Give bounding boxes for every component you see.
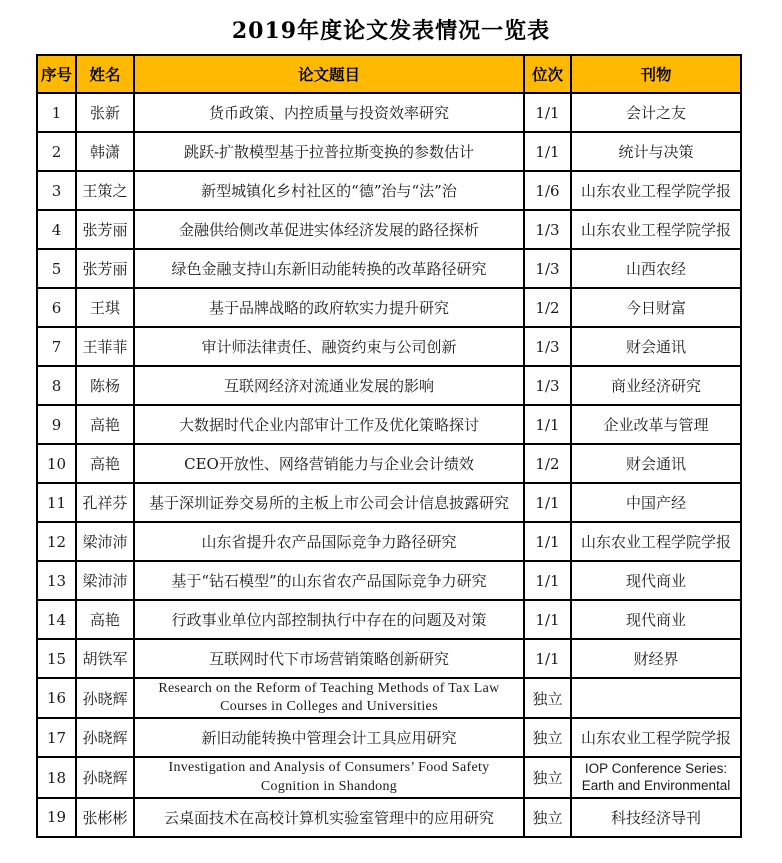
table-row [37, 678, 741, 718]
paper-title-cell: 基于深圳证券交易所的主板上市公司会计信息披露研究 [134, 483, 524, 522]
paper-title-cell: 行政事业单位内部控制执行中存在的问题及对策 [134, 600, 524, 639]
journal-cell: 财会通讯 [571, 444, 741, 483]
author-name-cell: 张彬彬 [76, 798, 134, 837]
row-number-cell: 16 [37, 678, 76, 718]
rank-cell: 1/2 [524, 288, 571, 327]
rank-cell: 独立 [524, 798, 571, 837]
table-row [37, 639, 741, 678]
table-row [37, 288, 741, 327]
row-number-cell: 6 [37, 288, 76, 327]
table-row [37, 522, 741, 561]
paper-title-cell: 基于品牌战略的政府软实力提升研究 [134, 288, 524, 327]
author-name-cell: 王菲菲 [76, 327, 134, 366]
paper-title-cell: 互联网经济对流通业发展的影响 [134, 366, 524, 405]
author-name-cell: 王策之 [76, 171, 134, 210]
author-name-cell: 张芳丽 [76, 249, 134, 288]
table-row [37, 405, 741, 444]
row-number-cell: 1 [37, 93, 76, 132]
journal-cell: IOP Conference Series: Earth and Environmental [571, 757, 741, 797]
rank-cell: 独立 [524, 757, 571, 797]
rank-cell: 1/1 [524, 522, 571, 561]
journal-cell: 山东农业工程学院学报 [571, 718, 741, 757]
row-number-cell: 2 [37, 132, 76, 171]
row-number-cell: 5 [37, 249, 76, 288]
author-name-cell: 张新 [76, 93, 134, 132]
table-row [37, 210, 741, 249]
paper-title-cell: 山东省提升农产品国际竞争力路径研究 [134, 522, 524, 561]
row-number-cell: 7 [37, 327, 76, 366]
header-journal: 刊物 [571, 55, 741, 93]
table-row [37, 561, 741, 600]
paper-title-cell: 基于“钻石模型”的山东省农产品国际竞争力研究 [134, 561, 524, 600]
table-row [37, 171, 741, 210]
row-number-cell: 8 [37, 366, 76, 405]
papers-table [36, 54, 742, 838]
rank-cell: 1/3 [524, 249, 571, 288]
row-number-cell: 13 [37, 561, 76, 600]
header-paper-title: 论文题目 [134, 55, 524, 93]
journal-cell: 会计之友 [571, 93, 741, 132]
journal-cell: 现代商业 [571, 600, 741, 639]
journal-cell: 中国产经 [571, 483, 741, 522]
table-row [37, 444, 741, 483]
header-row [37, 55, 741, 93]
table-row [37, 132, 741, 171]
table-row [37, 483, 741, 522]
journal-cell: 现代商业 [571, 561, 741, 600]
rank-cell: 1/3 [524, 366, 571, 405]
table-row [37, 249, 741, 288]
rank-cell: 1/3 [524, 210, 571, 249]
journal-cell: 山东农业工程学院学报 [571, 171, 741, 210]
rank-cell: 1/1 [524, 561, 571, 600]
row-number-cell: 18 [37, 757, 76, 797]
journal-cell: 今日财富 [571, 288, 741, 327]
author-name-cell: 孙晓辉 [76, 757, 134, 797]
journal-cell [571, 678, 741, 718]
table-body [37, 93, 741, 837]
rank-cell: 1/2 [524, 444, 571, 483]
author-name-cell: 王琪 [76, 288, 134, 327]
author-name-cell: 孙晓辉 [76, 718, 134, 757]
row-number-cell: 11 [37, 483, 76, 522]
table-row [37, 600, 741, 639]
journal-cell: 企业改革与管理 [571, 405, 741, 444]
table-row [37, 327, 741, 366]
row-number-cell: 12 [37, 522, 76, 561]
rank-cell: 1/3 [524, 327, 571, 366]
paper-title-cell: 货币政策、内控质量与投资效率研究 [134, 93, 524, 132]
author-name-cell: 孙晓辉 [76, 678, 134, 718]
rank-cell: 1/1 [524, 600, 571, 639]
row-number-cell: 9 [37, 405, 76, 444]
table-row [37, 93, 741, 132]
table-row [37, 718, 741, 757]
rank-cell: 1/1 [524, 93, 571, 132]
journal-cell: 山西农经 [571, 249, 741, 288]
author-name-cell: 高艳 [76, 444, 134, 483]
paper-title-cell: CEO开放性、网络营销能力与企业会计绩效 [134, 444, 524, 483]
rank-cell: 独立 [524, 718, 571, 757]
author-name-cell: 梁沛沛 [76, 561, 134, 600]
author-name-cell: 张芳丽 [76, 210, 134, 249]
row-number-cell: 4 [37, 210, 76, 249]
rank-cell: 1/1 [524, 405, 571, 444]
row-number-cell: 17 [37, 718, 76, 757]
table-row [37, 366, 741, 405]
journal-cell: 山东农业工程学院学报 [571, 522, 741, 561]
author-name-cell: 陈杨 [76, 366, 134, 405]
row-number-cell: 3 [37, 171, 76, 210]
author-name-cell: 高艳 [76, 600, 134, 639]
paper-title-cell: 金融供给侧改革促进实体经济发展的路径探析 [134, 210, 524, 249]
paper-title-cell: Investigation and Analysis of Consumers’ Food Safety Cognition in Shandong [134, 757, 524, 797]
paper-title-cell: 审计师法律责任、融资约束与公司创新 [134, 327, 524, 366]
header-author-name: 姓名 [76, 55, 134, 93]
journal-cell: 山东农业工程学院学报 [571, 210, 741, 249]
paper-title-cell: 跳跃-扩散模型基于拉普拉斯变换的参数估计 [134, 132, 524, 171]
paper-title-cell: 新旧动能转换中管理会计工具应用研究 [134, 718, 524, 757]
paper-title-cell: 新型城镇化乡村社区的“德”治与“法”治 [134, 171, 524, 210]
table-row [37, 757, 741, 797]
journal-cell: 统计与决策 [571, 132, 741, 171]
rank-cell: 独立 [524, 678, 571, 718]
header-serial-number: 序号 [37, 55, 76, 93]
paper-title-cell: Research on the Reform of Teaching Methods of Tax Law Courses in Colleges and Universities [134, 678, 524, 718]
row-number-cell: 15 [37, 639, 76, 678]
row-number-cell: 10 [37, 444, 76, 483]
row-number-cell: 14 [37, 600, 76, 639]
journal-cell: 财会通讯 [571, 327, 741, 366]
header-rank: 位次 [524, 55, 571, 93]
paper-title-cell: 大数据时代企业内部审计工作及优化策略探讨 [134, 405, 524, 444]
paper-title-cell: 绿色金融支持山东新旧动能转换的改革路径研究 [134, 249, 524, 288]
author-name-cell: 孔祥芬 [76, 483, 134, 522]
rank-cell: 1/1 [524, 483, 571, 522]
author-name-cell: 胡铁军 [76, 639, 134, 678]
paper-title-cell: 互联网时代下市场营销策略创新研究 [134, 639, 524, 678]
rank-cell: 1/1 [524, 132, 571, 171]
rank-cell: 1/6 [524, 171, 571, 210]
journal-cell: 财经界 [571, 639, 741, 678]
journal-cell: 商业经济研究 [571, 366, 741, 405]
paper-title-cell: 云桌面技术在高校计算机实验室管理中的应用研究 [134, 798, 524, 837]
rank-cell: 1/1 [524, 639, 571, 678]
table-row [37, 798, 741, 837]
page-title: 2019年度论文发表情况一览表 [231, 18, 551, 44]
row-number-cell: 19 [37, 798, 76, 837]
author-name-cell: 韩潇 [76, 132, 134, 171]
author-name-cell: 高艳 [76, 405, 134, 444]
journal-cell: 科技经济导刊 [571, 798, 741, 837]
author-name-cell: 梁沛沛 [76, 522, 134, 561]
table-header [37, 55, 741, 93]
